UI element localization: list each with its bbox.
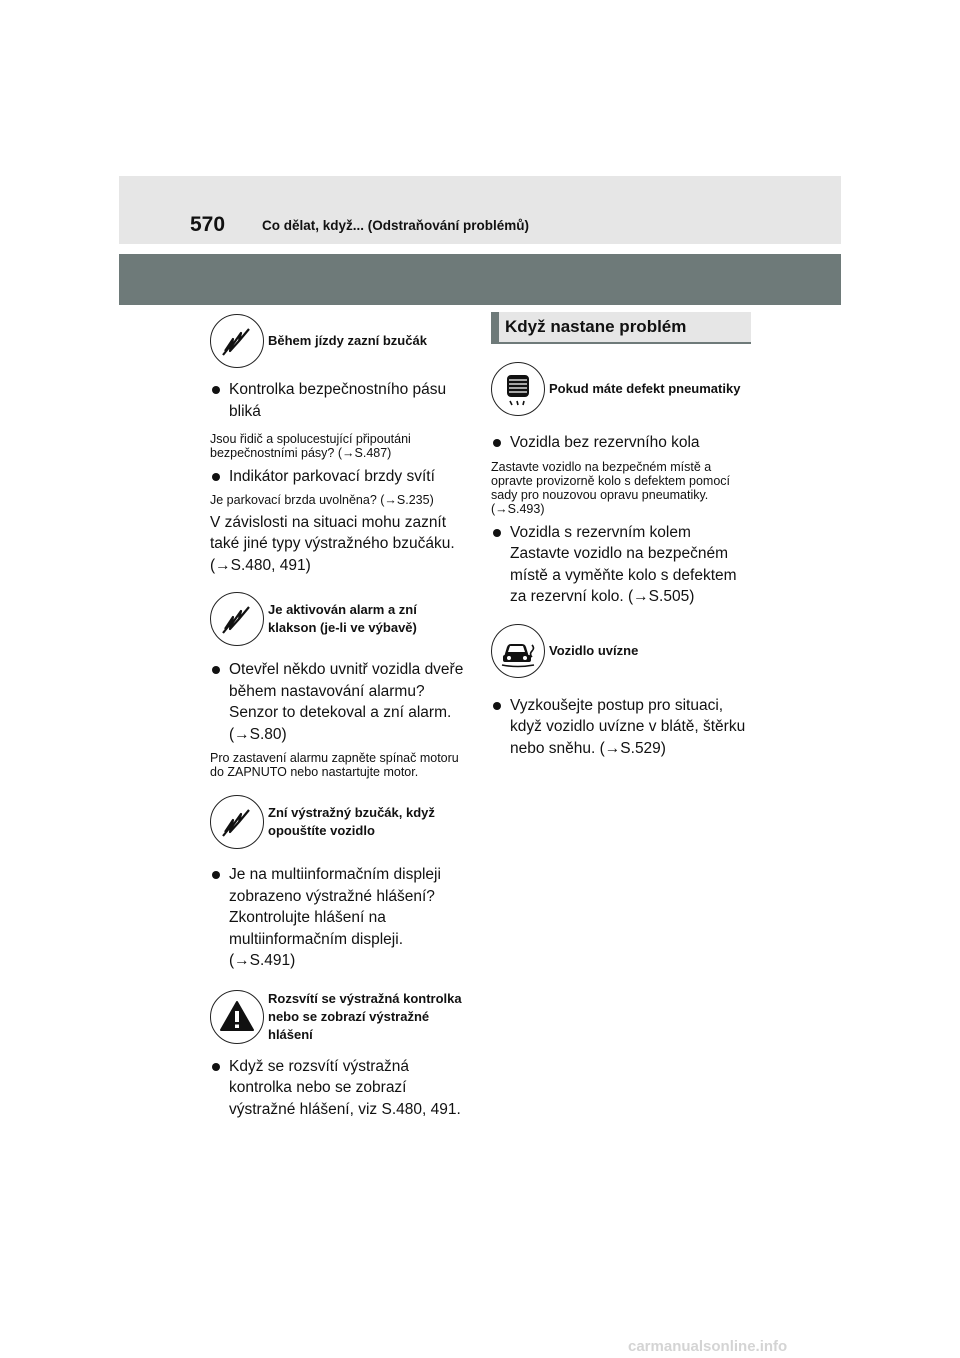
right-column [491, 312, 751, 759]
heading-title: Rozsvítí se výstražná kontrolka nebo se zobrazí výstražné hlášení [268, 990, 462, 1042]
heading-buzzer-driving [210, 312, 468, 370]
header-band [119, 254, 841, 305]
heading-title: Vozidlo uvízne [549, 642, 639, 658]
list-item: Indikátor parkovací brzdy svítí [210, 466, 468, 488]
watermark: carmanualsonline.info [628, 1338, 788, 1355]
heading-title: Během jízdy zazní bzučák [268, 333, 427, 348]
list-item: Kontrolka bezpečnostního pásu bliká [210, 379, 468, 422]
heading-vehicle-stuck [491, 622, 751, 680]
heading-leaving-vehicle [210, 793, 468, 851]
left-column [210, 312, 468, 1120]
note-text: Zastavte vozidlo na bezpečném místě a opravte provizorně kolo s defektem pomocí sady pro nouzovou opravu pneumatiky. (→S.493) [491, 459, 731, 516]
buzzer-icon [210, 592, 264, 646]
list-item: Když se rozsvítí výstražná kontrolka nebo se zobrazí výstražné hlášení, viz S.480, 491. [210, 1056, 468, 1121]
note-text: Pro zastavení alarmu zapněte spínač motoru do ZAPNUTO nebo nastartujte motor. [210, 751, 459, 779]
tire-icon [491, 362, 545, 416]
stuck-car-icon [491, 624, 545, 678]
paragraph: V závislosti na situaci mohu zaznít také jiné typy výstražného bzučáku. (→S.480, 491) [210, 513, 455, 574]
heading-title: Je aktivován alarm a zní klakson (je-li ve výbavě) [268, 602, 417, 635]
heading-alarm [210, 590, 468, 648]
page-number: 570 [190, 213, 226, 236]
heading-title: Zní výstražný bzučák, když opouštíte vozidlo [268, 805, 435, 838]
buzzer-icon [210, 314, 264, 368]
list-item: Otevřel někdo uvnitř vozidla dveře během nastavování alarmu? Senzor to detekoval a zní alarm. (→S.80) [210, 659, 468, 745]
heading-title: Pokud máte defekt pneumatiky [549, 381, 741, 396]
list-item: Je na multiinformačním displeji zobrazeno výstražné hlášení? Zkontrolujte hlášení na multiinformačním displeji. (→S.491) [210, 864, 468, 972]
list-item: Vyzkoušejte postup pro situaci, když vozidlo uvízne v blátě, štěrku nebo sněhu. (→S.529) [491, 695, 751, 760]
warning-triangle-icon [210, 990, 264, 1044]
heading-flat-tire [491, 360, 751, 418]
buzzer-icon [210, 795, 264, 849]
list-item: Vozidla s rezervním kolem Zastavte vozidlo na bezpečném místě a vyměňte kolo s defektem za rezervní kolo. (→S.505) [491, 522, 751, 608]
list-item: Vozidla bez rezervního kola [491, 432, 751, 454]
note-text: Je parkovací brzda uvolněna? (→S.235) [210, 492, 434, 507]
heading-warning-light [210, 988, 468, 1046]
section-title: Když nastane problém [491, 312, 751, 344]
chapter-title: Co dělat, když... (Odstraňování problémů) [262, 218, 530, 233]
note-text: Jsou řidič a spolucestující připoutáni bezpečnostními pásy? (→S.487) [210, 432, 411, 460]
